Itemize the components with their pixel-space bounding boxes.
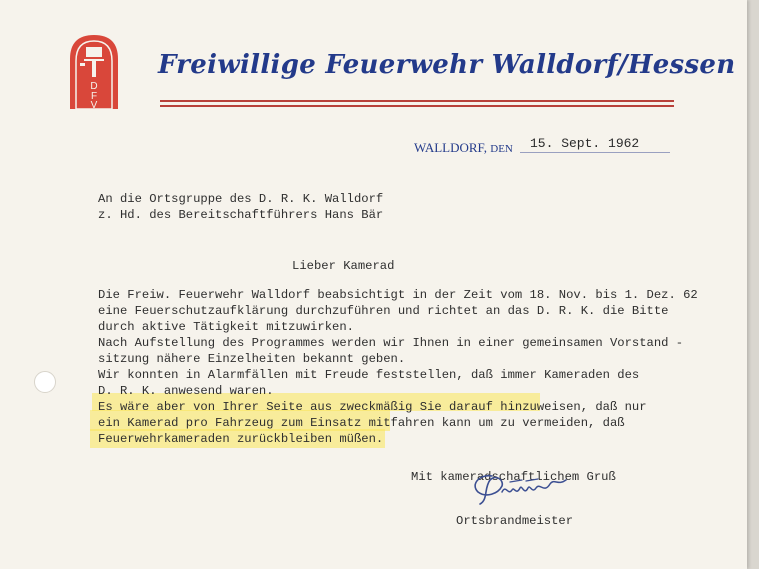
logo-letter-d: D [90,81,98,92]
fire-brigade-logo-icon [68,33,120,109]
signer-title: Ortsbrandmeister [456,514,574,528]
date-underline [520,152,670,153]
place-den: DEN [490,143,513,155]
body-line: sitzung nähere Einzelheiten bekannt geben. [98,352,406,366]
place-name: WALLDORF, [414,140,487,155]
organization-name: Freiwillige Feuerwehr Walldorf/Hessen [158,50,736,80]
body-line: Nach Aufstellung des Programmes werden wir Ihnen in einer gemeinsamen Vorstand - [98,336,684,350]
logo-letter-v: V [90,100,98,109]
letter-date: 15. Sept. 1962 [530,136,640,151]
body-line: Es wäre aber von Ihrer Seite aus zweckmäßig Sie darauf hinzuweisen, daß nur [98,400,647,414]
body-line: ein Kamerad pro Fahrzeug zum Einsatz mitfahren kann um zu vermeiden, daß [98,416,625,430]
body-line: D. R. K. anwesend waren. [98,384,274,398]
recipient-line-2: z. Hd. des Bereitschaftführers Hans Bär [98,208,384,222]
letterhead-rule-top [160,100,674,102]
salutation: Lieber Kamerad [292,259,395,273]
recipient-line-1: An die Ortsgruppe des D. R. K. Walldorf [98,192,384,206]
logo-letter-f: F [90,91,98,102]
body-line: Feuerwehrkameraden zurückbleiben müßen. [98,432,384,446]
body-line: Wir konnten in Alarmfällen mit Freude feststellen, daß immer Kameraden des [98,368,640,382]
signature-icon [462,466,572,508]
place-label [414,140,513,156]
closing-greeting: Mit kameradschaftlichem Gruß [411,470,616,484]
letterhead-rule-bottom [160,105,674,107]
punch-hole [34,371,56,393]
body-line: eine Feuerschutzaufklärung durchzuführen und richtet an das D. R. K. die Bitte [98,304,669,318]
body-line: Die Freiw. Feuerwehr Walldorf beabsichtigt in der Zeit vom 18. Nov. bis 1. Dez. 62 [98,288,698,302]
body-line: durch aktive Tätigkeit mitzuwirken. [98,320,354,334]
